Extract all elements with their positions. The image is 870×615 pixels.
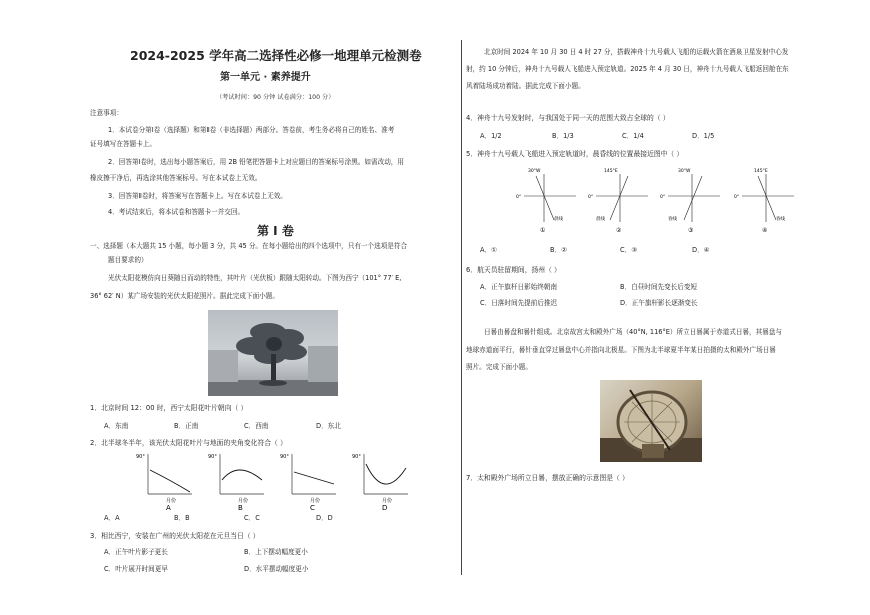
svg-text:145°E: 145°E xyxy=(754,169,768,174)
passage-text: 光伏太阳花模仿向日葵随日而动的特性，其叶片（光伏板）跟随太阳转动。下图为西宁（101° 77′ E, xyxy=(108,274,402,282)
q5-option-c[interactable]: C．③ xyxy=(620,246,638,254)
svg-text:0°: 0° xyxy=(516,195,522,200)
svg-text:90°: 90° xyxy=(352,454,361,460)
q3-option-c[interactable]: C．叶片展开时间更早 xyxy=(104,565,168,573)
svg-text:145°E: 145°E xyxy=(604,169,618,174)
passage-text: 地球赤道面平行，晷针垂直穿过晷盘中心并指向北极星。下图为北半球夏半年某日拍摄的太和殿外广场日晷 xyxy=(466,346,776,354)
graph-letter: B xyxy=(238,504,243,510)
graph-curve xyxy=(222,470,262,480)
section-juan-title: 第 Ⅰ 卷 xyxy=(257,224,294,238)
diagram-number: ② xyxy=(616,227,622,234)
q2-option-d[interactable]: D．D xyxy=(316,514,333,522)
passage-text: 日晷由晷盘和晷针组成。北京故宫太和殿外广场（40°N, 116°E）所立日晷属于赤道式日晷，其晷盘与 xyxy=(484,328,783,336)
q3-option-d[interactable]: D．水平摆动幅度更小 xyxy=(244,565,309,573)
question-6: 6．航天员驻留期间，扬州（ ） xyxy=(466,266,561,274)
graph-letter: D xyxy=(382,504,388,510)
sundial-photo xyxy=(600,380,702,462)
question-3: 3．相比西宁，安装在广州的光伏太阳花在元旦当日（ ） xyxy=(90,532,260,540)
question-5: 5．神舟十九号载人飞船进入预定轨道时，晨昏线的位置最接近图中（ ） xyxy=(466,150,684,158)
page-subtitle: 第一单元 · 素养提升 xyxy=(220,72,311,83)
notice-line: 3．回答第Ⅱ卷时，将答案写在答题卡上。写在本试卷上无效。 xyxy=(108,192,287,200)
notice-line: 2．回答第Ⅰ卷时，选出每小题答案后，用 2B 铅笔把答题卡上对应题目的答案标号涂黑。如需改动，用 xyxy=(108,158,404,166)
section-intro: 题目要求的） xyxy=(108,256,148,264)
graph-curve xyxy=(294,472,334,484)
q4-option-c[interactable]: C．1/4 xyxy=(622,132,644,140)
graph-top-label: 90° xyxy=(136,454,145,460)
svg-text:昏线: 昏线 xyxy=(776,217,785,222)
question-7: 7．太和殿外广场所立日晷，摆放正确的示意图是（ ） xyxy=(466,474,629,482)
svg-text:90°: 90° xyxy=(280,454,289,460)
column-divider xyxy=(461,40,462,575)
q1-option-a[interactable]: A．东南 xyxy=(104,422,129,430)
q6-option-d[interactable]: D．正午旗杆影长逐渐变长 xyxy=(620,299,698,307)
q6-option-c[interactable]: C．日落时间先提前后推迟 xyxy=(480,299,558,307)
diagram-number: ① xyxy=(540,227,546,234)
q3-option-a[interactable]: A．正午叶片影子更长 xyxy=(104,548,168,556)
q5-option-a[interactable]: A．① xyxy=(480,246,498,254)
svg-text:30°W: 30°W xyxy=(678,169,691,174)
notice-line: 证号填写在答题卡上。 xyxy=(90,140,156,148)
svg-text:月份: 月份 xyxy=(382,498,393,504)
q6-option-a[interactable]: A．正午旗杆日影始终朝南 xyxy=(480,283,558,291)
svg-text:90°: 90° xyxy=(208,454,217,460)
q5-option-b[interactable]: B．② xyxy=(550,246,568,254)
q4-option-a[interactable]: A．1/2 xyxy=(480,132,502,140)
left-column xyxy=(90,0,458,615)
solar-flower-illustration xyxy=(208,310,338,396)
q5-diagram-3 xyxy=(658,162,728,234)
q1-option-c[interactable]: C．西南 xyxy=(244,422,269,430)
notice-heading: 注意事项： xyxy=(90,109,123,117)
q2-graph-c xyxy=(280,450,340,510)
q3-option-b[interactable]: B．上下摆动幅度更小 xyxy=(244,548,308,556)
svg-text:昏线: 昏线 xyxy=(668,217,677,222)
passage-text: 射，约 10 分钟后，神舟十九号载人飞船进入预定轨道。2025 年 4 月 30 日，神舟十九号载人飞船返回舱在东 xyxy=(466,65,789,73)
passage-text: 36° 62′ N）某广场安装的光伏太阳花照片。据此完成下面小题。 xyxy=(90,292,279,300)
q4-option-d[interactable]: D．1/5 xyxy=(692,132,715,140)
q1-option-d[interactable]: D．东北 xyxy=(316,422,341,430)
q5-option-d[interactable]: D．④ xyxy=(692,246,710,254)
graph-axis-label: 月份 xyxy=(166,498,177,504)
svg-text:晨线: 晨线 xyxy=(554,217,563,222)
q2-option-b[interactable]: B．B xyxy=(174,514,190,522)
q1-option-b[interactable]: B．正南 xyxy=(174,422,199,430)
passage-text: 风着陆场成功着陆。据此完成下面小题。 xyxy=(466,82,585,90)
diagram-number: ④ xyxy=(762,227,768,234)
graph-letter: A xyxy=(166,504,171,510)
q5-diagram-2 xyxy=(586,162,656,234)
question-4: 4．神舟十九号发射时，与我国处于同一天的范围大致占全球的（ ） xyxy=(466,114,670,122)
svg-text:0°: 0° xyxy=(588,195,594,200)
svg-text:0°: 0° xyxy=(660,195,666,200)
notice-line: 4．考试结束后，将本试卷和答题卡一并交回。 xyxy=(108,208,245,216)
graph-curve xyxy=(366,464,406,484)
q5-diagram-1 xyxy=(514,162,584,234)
passage-text: 照片。完成下面小题。 xyxy=(466,363,532,371)
passage-text: 北京时间 2024 年 10 月 30 日 4 时 27 分，搭载神舟十九号载人飞船的运载火箭在酒泉卫星发射中心发 xyxy=(484,48,789,56)
q4-option-b[interactable]: B．1/3 xyxy=(552,132,574,140)
graph-curve xyxy=(150,470,190,492)
q2-graph-d xyxy=(352,450,412,510)
right-column xyxy=(466,0,836,615)
q2-option-a[interactable]: A．A xyxy=(104,514,120,522)
q6-option-b[interactable]: B．白昼时间先变长后变短 xyxy=(620,283,698,291)
svg-text:30°W: 30°W xyxy=(528,169,541,174)
solar-flower-photo xyxy=(208,310,338,396)
question-2: 2．北半球冬半年，该光伏太阳花叶片与地面的夹角变化符合（ ） xyxy=(90,439,287,447)
sundial-illustration xyxy=(600,380,702,462)
svg-text:0°: 0° xyxy=(734,195,740,200)
svg-text:月份: 月份 xyxy=(310,498,321,504)
q2-option-c[interactable]: C．C xyxy=(244,514,260,522)
question-1: 1．北京时间 12：00 时，西宁太阳花叶片朝向（ ） xyxy=(90,404,248,412)
q2-graph-b xyxy=(208,450,268,510)
diagram-number: ③ xyxy=(688,227,694,234)
notice-line: 橡皮擦干净后，再选涂其他答案标号。写在本试卷上无效。 xyxy=(90,174,262,182)
q5-diagram-4 xyxy=(732,162,802,234)
section-intro: 一、选择题（本大题共 15 小题，每小题 3 分，共 45 分。在每小题给出的四个选项中，只有一个选项是符合 xyxy=(90,242,408,250)
exam-meta: （考试时间：90 分钟 试卷满分：100 分） xyxy=(216,94,335,101)
q2-graph-a xyxy=(136,450,196,510)
notice-line: 1．本试卷分第Ⅰ卷（选择题）和第Ⅱ卷（非选择题）两部分。答卷前，考生务必将自己的姓名、准考 xyxy=(108,126,395,134)
page-title: 2024-2025 学年高二选择性必修一地理单元检测卷 xyxy=(130,48,422,63)
svg-text:月份: 月份 xyxy=(238,498,249,504)
svg-text:晨线: 晨线 xyxy=(596,217,605,222)
graph-letter: C xyxy=(310,504,315,510)
